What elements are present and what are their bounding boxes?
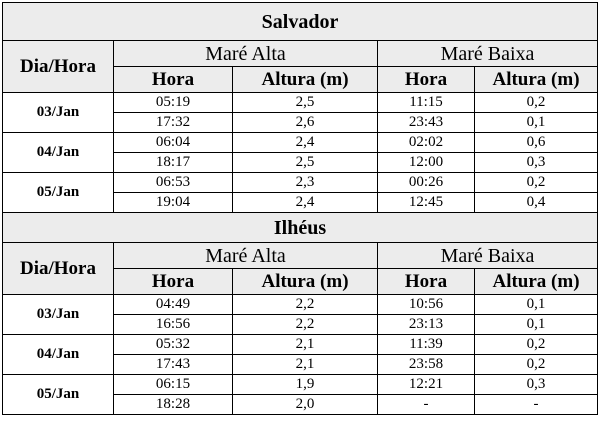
group-header-row [3, 243, 598, 269]
high-tide-height: 2,4 [233, 193, 378, 213]
table-row [3, 295, 598, 315]
low-tide-height: 0,2 [475, 335, 598, 355]
high-tide-time: 17:43 [114, 355, 233, 375]
date-cell: 03/Jan [3, 295, 114, 335]
high-tide-time: 04:49 [114, 295, 233, 315]
mare-baixa-header: Maré Baixa [378, 41, 598, 67]
low-tide-time: 10:56 [378, 295, 475, 315]
table-row [3, 93, 598, 113]
high-tide-height: 2,4 [233, 133, 378, 153]
low-tide-time: 12:00 [378, 153, 475, 173]
high-tide-time: 19:04 [114, 193, 233, 213]
mare-baixa-header: Maré Baixa [378, 243, 598, 269]
hora-header: Hora [378, 67, 475, 93]
low-tide-time: 11:39 [378, 335, 475, 355]
high-tide-height: 1,9 [233, 375, 378, 395]
low-tide-height: 0,2 [475, 173, 598, 193]
mare-alta-header: Maré Alta [114, 41, 378, 67]
table-row [3, 133, 598, 153]
high-tide-time: 05:32 [114, 335, 233, 355]
high-tide-time: 18:28 [114, 395, 233, 415]
hora-header: Hora [114, 67, 233, 93]
low-tide-time: 12:21 [378, 375, 475, 395]
altura-header: Altura (m) [475, 67, 598, 93]
table-row [3, 375, 598, 395]
dia-hora-header: Dia/Hora [3, 41, 114, 93]
low-tide-height: 0,2 [475, 355, 598, 375]
low-tide-height: 0,6 [475, 133, 598, 153]
hora-header: Hora [378, 269, 475, 295]
high-tide-time: 06:53 [114, 173, 233, 193]
date-cell: 04/Jan [3, 335, 114, 375]
high-tide-height: 2,2 [233, 295, 378, 315]
date-cell: 03/Jan [3, 93, 114, 133]
low-tide-time: 02:02 [378, 133, 475, 153]
low-tide-height: 0,1 [475, 315, 598, 335]
high-tide-height: 2,1 [233, 355, 378, 375]
low-tide-time: 23:43 [378, 113, 475, 133]
low-tide-height: 0,4 [475, 193, 598, 213]
date-cell: 05/Jan [3, 375, 114, 415]
section-header-row [3, 3, 598, 41]
high-tide-height: 2,2 [233, 315, 378, 335]
city-title: Salvador [3, 3, 598, 41]
altura-header: Altura (m) [233, 67, 378, 93]
high-tide-height: 2,3 [233, 173, 378, 193]
low-tide-height: - [475, 395, 598, 415]
table-row [3, 335, 598, 355]
altura-header: Altura (m) [233, 269, 378, 295]
high-tide-time: 06:15 [114, 375, 233, 395]
mare-alta-header: Maré Alta [114, 243, 378, 269]
section-header-row [3, 213, 598, 243]
low-tide-height: 0,3 [475, 375, 598, 395]
low-tide-height: 0,2 [475, 93, 598, 113]
low-tide-height: 0,1 [475, 295, 598, 315]
city-title: Ilhéus [3, 213, 598, 243]
high-tide-height: 2,6 [233, 113, 378, 133]
hora-header: Hora [114, 269, 233, 295]
low-tide-time: 11:15 [378, 93, 475, 113]
low-tide-time: 23:13 [378, 315, 475, 335]
high-tide-time: 17:32 [114, 113, 233, 133]
high-tide-time: 18:17 [114, 153, 233, 173]
high-tide-height: 2,5 [233, 153, 378, 173]
date-cell: 05/Jan [3, 173, 114, 213]
tide-table [2, 2, 598, 415]
high-tide-height: 2,5 [233, 93, 378, 113]
low-tide-time: 23:58 [378, 355, 475, 375]
high-tide-time: 06:04 [114, 133, 233, 153]
table-row [3, 173, 598, 193]
dia-hora-header: Dia/Hora [3, 243, 114, 295]
low-tide-time: - [378, 395, 475, 415]
date-cell: 04/Jan [3, 133, 114, 173]
high-tide-height: 2,1 [233, 335, 378, 355]
high-tide-time: 16:56 [114, 315, 233, 335]
low-tide-time: 00:26 [378, 173, 475, 193]
tide-table-body [3, 3, 598, 415]
low-tide-height: 0,3 [475, 153, 598, 173]
high-tide-time: 05:19 [114, 93, 233, 113]
group-header-row [3, 41, 598, 67]
altura-header: Altura (m) [475, 269, 598, 295]
high-tide-height: 2,0 [233, 395, 378, 415]
low-tide-time: 12:45 [378, 193, 475, 213]
low-tide-height: 0,1 [475, 113, 598, 133]
